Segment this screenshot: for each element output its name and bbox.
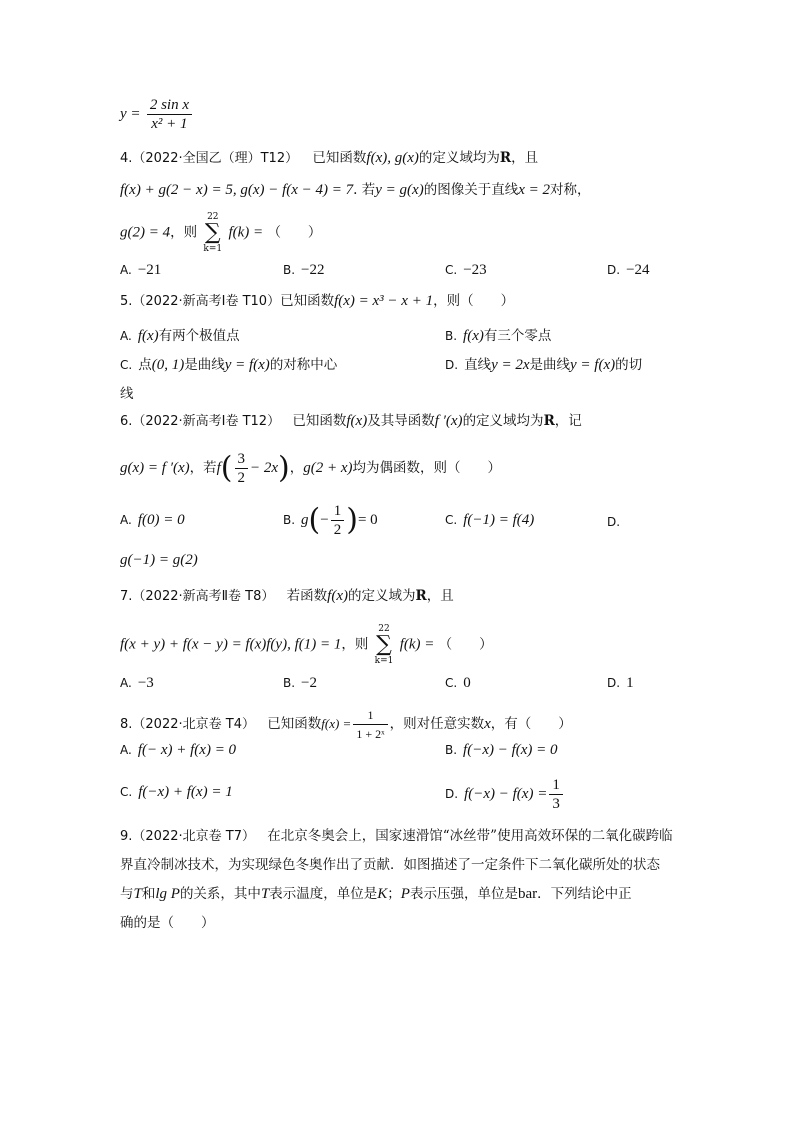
q4-domain-R: R bbox=[499, 150, 512, 166]
q8-text: ，有（ ） bbox=[490, 716, 572, 732]
q7-line1 bbox=[120, 586, 454, 607]
option-label: D. bbox=[445, 358, 459, 372]
q6-option-a bbox=[120, 512, 185, 529]
q9-math: T bbox=[260, 886, 270, 902]
q9-heading: 9.（2022·北京卷 T7） bbox=[120, 829, 255, 844]
option-math: f(−x) − f(x) = 0 bbox=[463, 742, 558, 758]
q9-text: 和 bbox=[141, 886, 156, 902]
sigma-icon: ∑ bbox=[376, 632, 392, 657]
sum-upper: 22 bbox=[207, 212, 219, 222]
option-fraction bbox=[549, 776, 563, 813]
minus-sign: − bbox=[320, 512, 329, 528]
q5-line1 bbox=[120, 291, 514, 312]
q4-text: ，且 bbox=[511, 150, 539, 166]
option-math: f(− x) + f(x) = 0 bbox=[137, 742, 237, 758]
q4-line3 bbox=[120, 212, 321, 254]
fraction-denominator: 2 bbox=[237, 470, 246, 486]
q6-option-d-value bbox=[120, 552, 198, 569]
q9-line2 bbox=[120, 855, 660, 875]
option-label: C. bbox=[120, 785, 133, 799]
top-formula bbox=[120, 96, 194, 133]
option-label: C. bbox=[445, 513, 458, 527]
fraction-numerator: 1 bbox=[549, 776, 563, 795]
q6-text: 均为偶函数，则（ ） bbox=[352, 460, 502, 476]
option-math: f(−x) − f(x) = bbox=[464, 786, 548, 802]
q4-math: y = g(x) bbox=[375, 182, 424, 198]
option-label: A. bbox=[120, 676, 132, 690]
option-text: 的对称中心 bbox=[269, 357, 338, 373]
q6-math: − 2x bbox=[250, 460, 279, 476]
q7-line2 bbox=[120, 624, 493, 666]
option-label: C. bbox=[120, 358, 133, 372]
option-math: (0, 1) bbox=[151, 357, 185, 373]
sum-upper: 22 bbox=[378, 624, 390, 634]
q7-heading: 7.（2022·新高考Ⅱ卷 T8） bbox=[120, 589, 275, 604]
option-label: D. bbox=[607, 263, 621, 277]
q7-blank: （ ） bbox=[438, 636, 493, 653]
q7-text: 的定义域为 bbox=[348, 588, 416, 604]
option-math: f(0) = 0 bbox=[137, 512, 185, 528]
q6-math: f bbox=[216, 460, 221, 476]
q5-text: ，则（ ） bbox=[433, 293, 515, 309]
q6-math: f(x) bbox=[346, 413, 368, 429]
option-label: B. bbox=[283, 676, 296, 690]
q5-option-d-wrap bbox=[120, 382, 134, 402]
q8-math: f(x) = bbox=[321, 716, 352, 731]
q4-text: 的定义域均为 bbox=[418, 150, 500, 166]
paren-right-icon: ) bbox=[346, 502, 358, 538]
fraction-numerator: 3 bbox=[235, 450, 249, 469]
option-text: 有三个零点 bbox=[483, 328, 552, 344]
q5-math: f(x) = x³ − x + 1 bbox=[334, 293, 434, 309]
q9-line3 bbox=[120, 884, 632, 904]
q9-text: 确的是（ ） bbox=[120, 915, 215, 931]
q7-option-b bbox=[283, 675, 317, 692]
q4-option-c bbox=[445, 262, 487, 279]
q7-math: f(x) bbox=[327, 588, 348, 604]
formula-numerator: 2 sin x bbox=[147, 96, 192, 115]
q9-text: 界直冷制冰技术，为实现绿色冬奥作出了贡献．如图描述了一定条件下二氧化碳所处的状态 bbox=[120, 857, 660, 873]
q7-math: f(k) = bbox=[399, 636, 435, 653]
q6-text: 已知函数 bbox=[292, 413, 347, 429]
q6-option-c bbox=[445, 512, 534, 529]
option-value: 1 bbox=[626, 675, 634, 691]
option-label: D. bbox=[607, 676, 621, 690]
q8-fraction bbox=[353, 706, 387, 743]
q4-math: g(2) = 4 bbox=[120, 224, 171, 241]
option-text: 是曲线 bbox=[184, 357, 225, 373]
q8-heading: 8.（2022·北京卷 T4） bbox=[120, 717, 255, 732]
option-math: f(x) bbox=[463, 328, 484, 344]
q5-option-d bbox=[445, 353, 642, 374]
q4-text: 的图像关于直线 bbox=[423, 182, 519, 198]
sum-lower: k=1 bbox=[203, 244, 223, 254]
q4-line2 bbox=[120, 180, 590, 200]
option-math: y = f(x) bbox=[224, 357, 270, 373]
option-text: 有两个极值点 bbox=[158, 328, 240, 344]
option-text: 线 bbox=[120, 386, 134, 402]
q6-domain-R: R bbox=[543, 413, 555, 429]
q4-text: 对称， bbox=[549, 182, 591, 198]
option-math: = 0 bbox=[357, 512, 378, 528]
q7-text: ，则 bbox=[341, 636, 369, 653]
option-value: −24 bbox=[626, 262, 650, 278]
q6-line1 bbox=[120, 411, 582, 432]
option-math: y = 2x bbox=[491, 357, 530, 373]
q7-sum-symbol bbox=[375, 624, 394, 666]
option-fraction bbox=[331, 502, 345, 539]
option-label: A. bbox=[120, 743, 132, 757]
option-label: C. bbox=[445, 676, 458, 690]
q6-text: ， bbox=[289, 460, 304, 476]
option-label: A. bbox=[120, 513, 132, 527]
q8-line1 bbox=[120, 706, 572, 743]
fraction-numerator: 1 bbox=[331, 502, 345, 521]
q8-option-c bbox=[120, 784, 233, 801]
option-math: g bbox=[301, 512, 309, 528]
q9-math: bar bbox=[517, 886, 538, 902]
option-value: −3 bbox=[137, 675, 154, 691]
option-value: −21 bbox=[137, 262, 162, 278]
q9-text: 在北京冬奥会上，国家速滑馆“冰丝带”使用高效环保的二氧化碳跨临 bbox=[267, 828, 673, 844]
q6-fraction bbox=[235, 450, 249, 487]
fraction-denominator: 3 bbox=[552, 796, 560, 812]
q6-option-b bbox=[283, 500, 378, 541]
q6-text: 及其导函数 bbox=[367, 413, 435, 429]
option-value: 0 bbox=[463, 675, 471, 691]
q4-math: f(x), g(x) bbox=[366, 150, 419, 166]
option-label: A. bbox=[120, 263, 132, 277]
paren-left-icon: ( bbox=[308, 502, 321, 538]
q7-option-c bbox=[445, 675, 471, 692]
q4-text: 已知函数 bbox=[312, 150, 367, 166]
option-label: A. bbox=[120, 329, 132, 343]
q9-text: 表示温度，单位是 bbox=[269, 886, 378, 902]
q4-heading: 4.（2022·全国乙（理）T12） bbox=[120, 151, 299, 166]
paren-right-icon: ) bbox=[278, 450, 290, 486]
option-label: C. bbox=[445, 263, 458, 277]
q6-heading: 6.（2022·新高考Ⅰ卷 T12） bbox=[120, 414, 281, 429]
option-label: D. bbox=[607, 515, 621, 529]
option-label: B. bbox=[283, 263, 296, 277]
q7-option-a bbox=[120, 675, 154, 692]
q7-option-d bbox=[607, 675, 634, 692]
q7-equation: f(x + y) + f(x − y) = f(x)f(y), f(1) = 1 bbox=[120, 636, 342, 653]
q6-option-d bbox=[607, 514, 626, 530]
q8-math: x bbox=[484, 716, 491, 732]
option-math: y = f(x) bbox=[570, 357, 616, 373]
q4-equation: f(x) + g(2 − x) = 5, g(x) − f(x − 4) = 7 bbox=[120, 182, 354, 198]
option-math: f(−1) = f(4) bbox=[463, 512, 535, 528]
q6-math: g(x) = f ′(x) bbox=[120, 460, 190, 476]
q5-text: 已知函数 bbox=[280, 293, 335, 309]
q4-text: ，则 bbox=[170, 224, 198, 241]
q4-text: . 若 bbox=[353, 182, 376, 198]
option-text: 直线 bbox=[464, 357, 492, 373]
q9-text: ．下列结论中正 bbox=[537, 886, 632, 902]
q9-text: 的关系，其中 bbox=[179, 886, 261, 902]
option-value: −2 bbox=[301, 675, 318, 691]
q8-option-b bbox=[445, 742, 558, 759]
q6-text: 的定义域均为 bbox=[462, 413, 544, 429]
q8-text: ，则对任意实数 bbox=[389, 716, 485, 732]
q9-math: P bbox=[400, 886, 410, 902]
q7-text: 若函数 bbox=[286, 588, 328, 604]
q8-option-a bbox=[120, 742, 236, 759]
option-value: −22 bbox=[301, 262, 325, 278]
q5-option-c bbox=[120, 353, 337, 374]
option-text: 是曲线 bbox=[529, 357, 570, 373]
q7-domain-R: R bbox=[415, 588, 427, 604]
option-math: g(−1) = g(2) bbox=[120, 552, 198, 568]
q8-text: 已知函数 bbox=[267, 716, 322, 732]
fraction-numerator: 1 bbox=[353, 706, 387, 725]
q9-math: K bbox=[377, 886, 388, 902]
q4-blank: （ ） bbox=[267, 224, 322, 241]
option-label: B. bbox=[445, 329, 458, 343]
q4-math: x = 2 bbox=[518, 182, 550, 198]
formula-fraction bbox=[147, 96, 192, 133]
option-text: 点 bbox=[138, 357, 152, 373]
formula-lhs: y = bbox=[120, 106, 141, 122]
q4-option-a bbox=[120, 262, 161, 279]
q6-line2 bbox=[120, 448, 501, 489]
q6-text: ，若 bbox=[189, 460, 217, 476]
option-label: D. bbox=[445, 787, 459, 801]
sum-lower: k=1 bbox=[374, 656, 394, 666]
q6-math: f ′(x) bbox=[434, 413, 463, 429]
fraction-denominator: 1 + 2ˣ bbox=[356, 727, 385, 741]
q9-text: ； bbox=[387, 886, 401, 902]
option-math: f(−x) + f(x) = 1 bbox=[138, 784, 233, 800]
q8-option-d bbox=[445, 774, 565, 814]
q4-math: f(k) = bbox=[228, 224, 264, 241]
option-label: B. bbox=[445, 743, 458, 757]
fraction-denominator: 2 bbox=[333, 522, 342, 538]
q4-line1 bbox=[120, 148, 538, 169]
option-text: 的切 bbox=[615, 357, 643, 373]
paren-left-icon: ( bbox=[220, 450, 233, 486]
formula-denominator: x² + 1 bbox=[151, 116, 188, 132]
q7-text: ，且 bbox=[426, 588, 454, 604]
q6-math: g(2 + x) bbox=[303, 460, 353, 476]
q9-text: 表示压强，单位是 bbox=[409, 886, 518, 902]
q5-option-a bbox=[120, 324, 240, 345]
option-value: −23 bbox=[463, 262, 487, 278]
q4-option-d bbox=[607, 262, 650, 279]
option-math: f(x) bbox=[137, 328, 159, 344]
q4-sum-symbol bbox=[203, 212, 222, 254]
q9-text: 与 bbox=[120, 886, 134, 902]
q5-option-b bbox=[445, 324, 551, 345]
q5-heading: 5.（2022·新高考Ⅰ卷 T10） bbox=[120, 294, 281, 309]
q9-line1 bbox=[120, 826, 673, 847]
q9-line4 bbox=[120, 913, 215, 933]
q9-math: T bbox=[133, 886, 142, 902]
q6-text: ，记 bbox=[554, 413, 582, 429]
option-label: B. bbox=[283, 513, 296, 527]
q4-option-b bbox=[283, 262, 325, 279]
q9-math: lg P bbox=[155, 886, 180, 902]
sigma-icon: ∑ bbox=[204, 220, 221, 245]
